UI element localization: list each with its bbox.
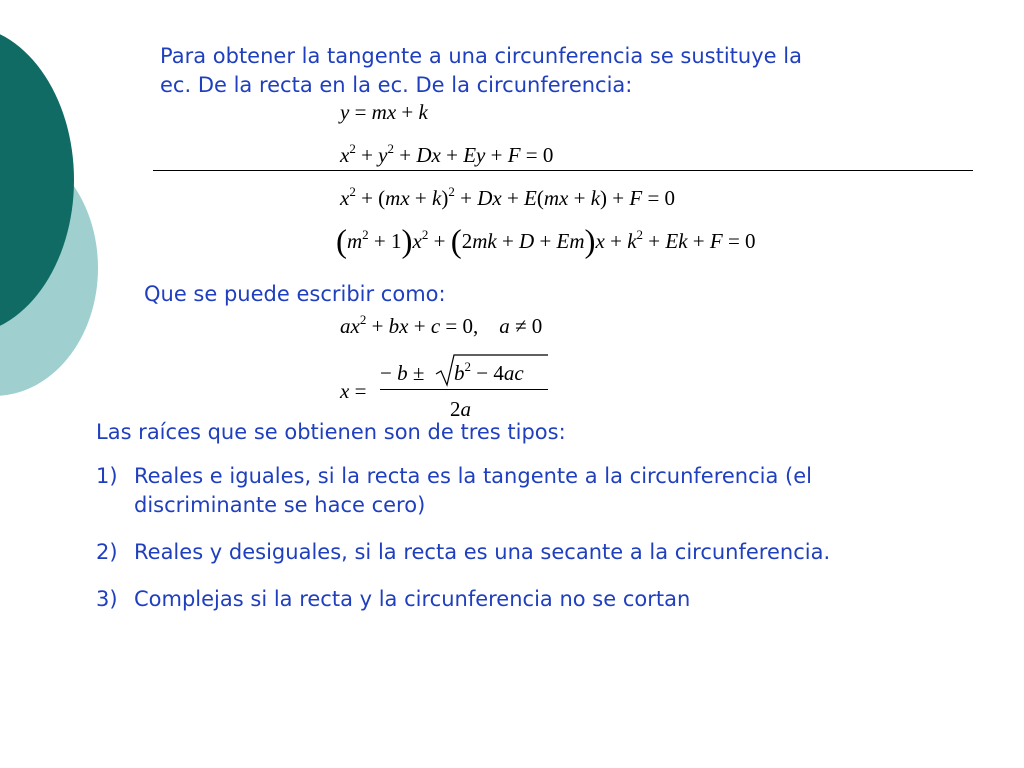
list-number: 3)	[96, 587, 118, 611]
list-number: 2)	[96, 540, 118, 564]
list-text: Reales y desiguales, si la recta es una secante a la circunferencia.	[134, 540, 831, 564]
equation-substituted: $x^2 + (mx + k)^2 + Dx + E(mx + k) + F = 0$	[340, 184, 676, 210]
equation-quadratic: $ax^2$ + bx + c = 0, a ≠ 0	[340, 312, 543, 338]
list-text: Reales e iguales, si la recta es la tangente a la circunferencia (el discriminante se hace cero)	[134, 464, 812, 517]
list-number: 1)	[96, 464, 118, 488]
intro-line-2: ec. De la recta en la ec. De la circunferencia:	[160, 73, 633, 97]
intro-line-1: Para obtener la tangente a una circunferencia se sustituye la	[160, 44, 802, 68]
que-text: Que se puede escribir como:	[144, 282, 446, 306]
equation-circle: $x^2 + y^2 + Dx + Ey + F = 0$	[340, 141, 554, 167]
roots-intro: Las raíces que se obtienen son de tres tipos:	[96, 420, 566, 444]
equation-expanded: $(m^2 + 1)x^2 + (2mk + D + Em)x + k^2 + Ek + F = 0$	[336, 224, 756, 260]
list-text: Complejas si la recta y la circunferencia no se cortan	[134, 587, 691, 611]
intro-text	[160, 42, 802, 100]
horizontal-rule	[153, 170, 973, 171]
equation-line: y = mx + k	[340, 100, 428, 124]
